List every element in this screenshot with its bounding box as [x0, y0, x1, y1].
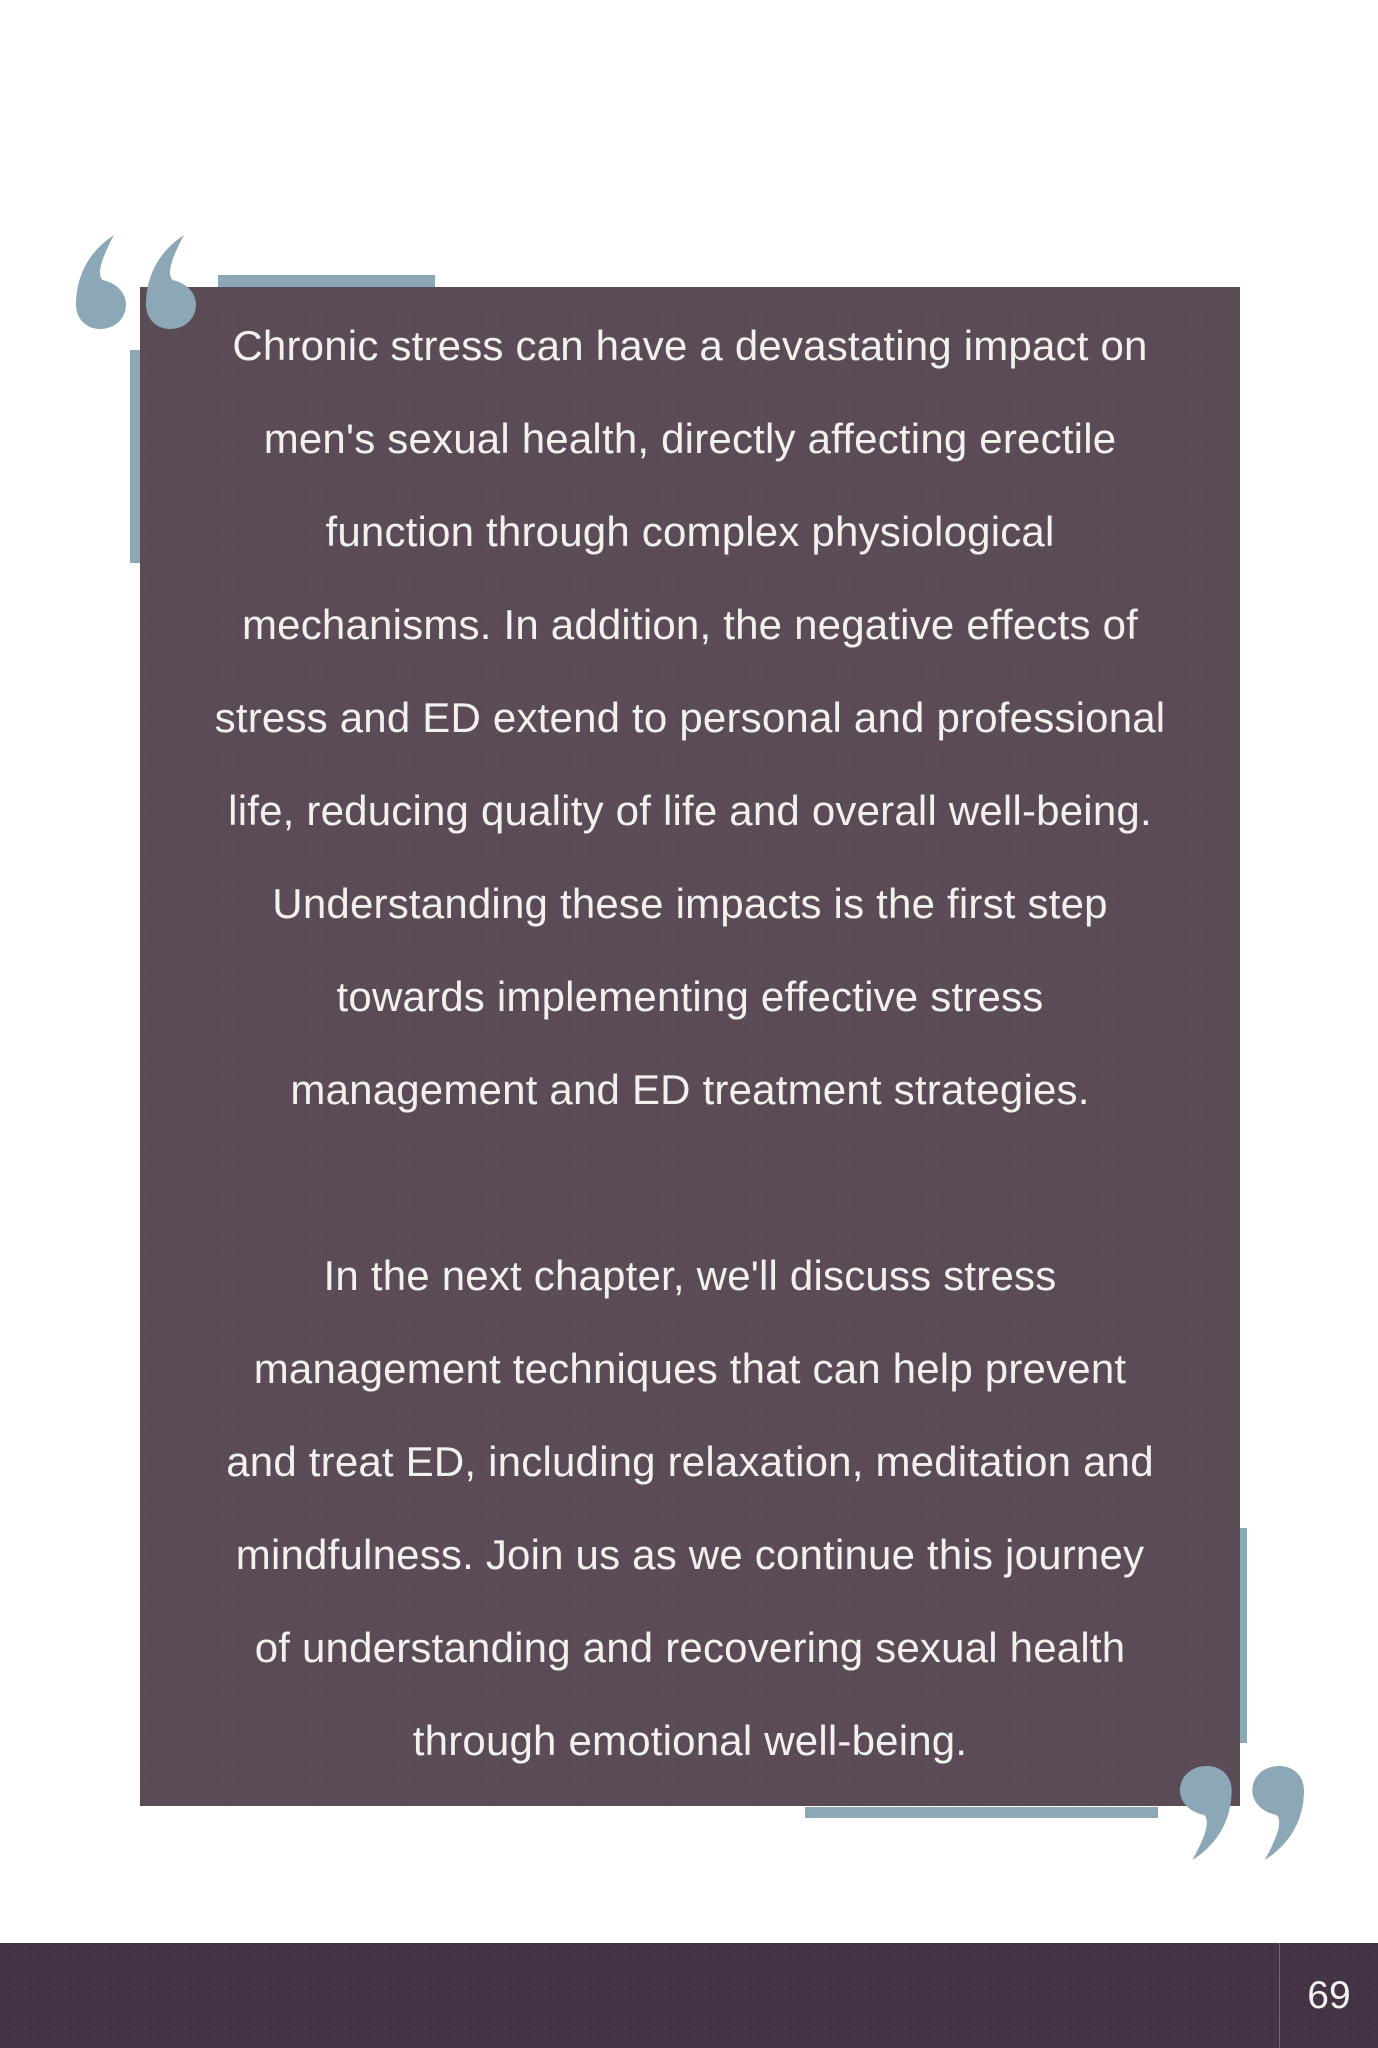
quote-line: stress and ED extend to personal and professional: [214, 694, 1166, 741]
quote-line: mechanisms. In addition, the negative effects of: [241, 601, 1138, 648]
quote-line: mindfulness. Join us as we continue this journey: [235, 1531, 1145, 1578]
bottom-accent-bar: [805, 1807, 1158, 1818]
quote-line: towards implementing effective stress: [336, 973, 1044, 1020]
close-quote-icon: [1180, 1766, 1304, 1860]
quote-line: management techniques that can help prevent: [253, 1345, 1127, 1392]
quote-paragraph-2: [168, 1229, 1212, 1787]
quote-paragraph-1: [168, 299, 1212, 1136]
footer-bar: [0, 1943, 1378, 2048]
quote-line: through emotional well-being.: [412, 1717, 968, 1764]
quote-line: Understanding these impacts is the first step: [272, 880, 1108, 927]
quote-line: function through complex physiological: [325, 508, 1055, 555]
quote-line: In the next chapter, we'll discuss stress: [323, 1252, 1057, 1299]
quote-line: management and ED treatment strategies.: [290, 1066, 1090, 1113]
quote-line: of understanding and recovering sexual health: [254, 1624, 1126, 1671]
quote-line: Chronic stress can have a devastating impact on: [232, 322, 1148, 369]
quote-line: men's sexual health, directly affecting erectile: [263, 415, 1117, 462]
quote-box: [140, 287, 1240, 1806]
page-number: 69: [1307, 1973, 1351, 2017]
top-accent-bar: [218, 275, 435, 287]
quote-line: life, reducing quality of life and overall well-being.: [228, 787, 1152, 834]
open-quote-icon: [76, 235, 196, 329]
quote-line: and treat ED, including relaxation, meditation and: [226, 1438, 1154, 1485]
